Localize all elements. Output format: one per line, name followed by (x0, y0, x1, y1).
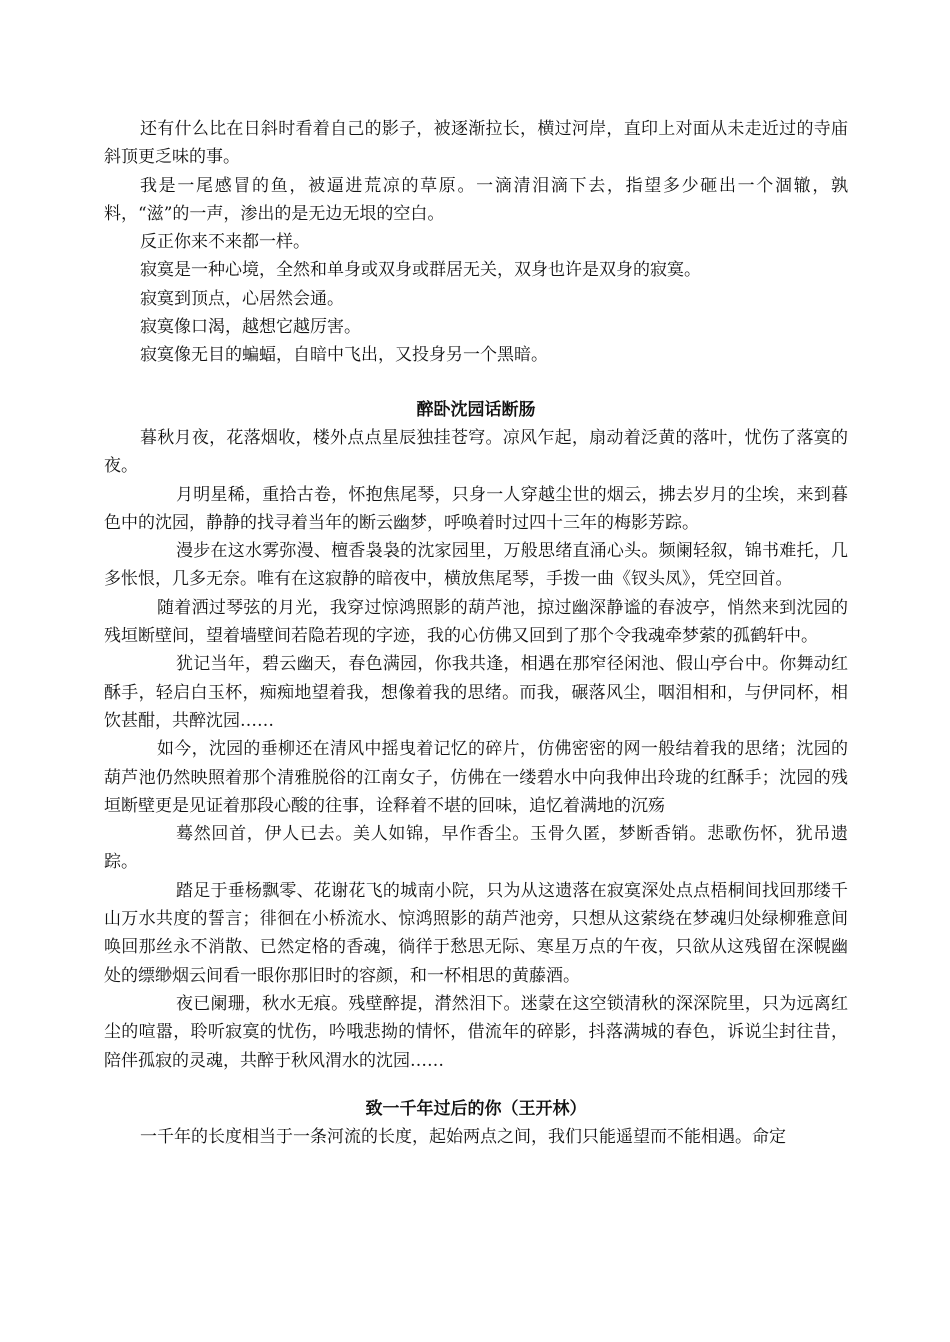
paragraph: 随着洒过琴弦的月光，我穿过惊鸿照影的葫芦池，掠过幽深静谧的春波亭，悄然来到沈园的残垣断壁间，望着墙壁间若隐若现的字迹，我的心仿佛又回到了那个令我魂牵梦萦的孤鹤轩中。 (104, 597, 848, 647)
paragraph: 反正你来不来都一样。 (140, 232, 310, 253)
section-title: 醉卧沈园话断肠 (416, 399, 536, 420)
paragraph: 如今，沈园的垂柳还在清风中摇曳着记忆的碎片，仿佛密密的网一般结着我的思绪；沈园的葫芦池仍然映照着那个清雅脱俗的江南女子，仿佛在一缕碧水中向我伸出玲珑的红酥手；沈园的残垣断壁更是见证着那段心酸的往事，诠释着不堪的回味，追忆着满地的沉殇 (104, 739, 848, 816)
paragraph: 我是一尾感冒的鱼，被逼进荒凉的草原。一滴清泪滴下去，指望多少砸出一个涸辙，孰料，“滋”的一声，渗出的是无边无垠的空白。 (104, 175, 848, 224)
paragraph: 寂寞像口渴，越想它越厉害。 (140, 317, 361, 338)
paragraph: 犹记当年，碧云幽天，春色满园，你我共逢，相遇在那窄径闲池、假山亭台中。你舞动红酥手，轻启白玉杯，痴痴地望着我，想像着我的思绪。而我，碾落风尘，咽泪相和，与伊同杯，相饮甚酣，共醉沈园…… (104, 654, 848, 731)
paragraph: 还有什么比在日斜时看着自己的影子，被逐渐拉长，横过河岸，直印上对面从未走近过的寺庙斜顶更乏味的事。 (104, 119, 848, 168)
paragraph: 漫步在这水雾弥漫、檀香袅袅的沈家园里，万般思绪直涌心头。频阑轻叙，锦书难托，几多怅恨，几多无奈。唯有在这寂静的暗夜中，横放焦尾琴，手拨一曲《钗头凤》，凭空回首。 (104, 541, 848, 590)
paragraph: 蓦然回首，伊人已去。美人如锦，早作香尘。玉骨久匿，梦断香销。悲歌伤怀，犹吊遗踪。 (104, 824, 848, 873)
paragraph: 一千年的长度相当于一条河流的长度，起始两点之间，我们只能遥望而不能相遇。命定 (140, 1127, 786, 1148)
paragraph: 月明星稀，重拾古卷，怀抱焦尾琴，只身一人穿越尘世的烟云，拂去岁月的尘埃，来到暮色中的沈园，静静的找寻着当年的断云幽梦，呼唤着时过四十三年的梅影芳踪。 (104, 484, 848, 533)
paragraph: 暮秋月夜，花落烟收，楼外点点星辰独挂苍穹。凉风乍起，扇动着泛黄的落叶，忧伤了落寞的夜。 (104, 427, 848, 477)
paragraph: 寂寞到顶点，心居然会通。 (140, 288, 344, 309)
document-page (104, 115, 848, 1151)
paragraph: 寂寞像无目的蝙蝠，自暗中飞出，又投身另一个黑暗。 (140, 345, 548, 366)
paragraph: 夜已阑珊，秋水无痕。残壁醉提，潸然泪下。迷蒙在这空锁清秋的深深院里，只为远离红尘的喧嚣，聆听寂寞的忧伤，吟哦悲拗的情怀，借流年的碎影，抖落满城的春色，诉说尘封往昔，陪伴孤寂的灵魂，共醉于秋风渭水的沈园…… (104, 993, 848, 1071)
paragraph: 寂寞是一种心境，全然和单身或双身或群居无关，双身也许是双身的寂寞。 (140, 260, 701, 281)
section-title: 致一千年过后的你（王开林） (365, 1098, 587, 1119)
paragraph: 踏足于垂杨飘零、花谢花飞的城南小院，只为从这遗落在寂寞深处点点梧桐间找回那缕千山万水共度的誓言；徘徊在小桥流水、惊鸿照影的葫芦池旁，只想从这萦绕在梦魂归处绿柳雅意间唤回那丝永不消散、已然定格的香魂，徜徉于愁思无际、寒星万点的午夜，只欲从这残留在深幌幽处的缥缈烟云间看一眼你那旧时的容颜，和一杯相思的黄藤酒。 (104, 880, 848, 986)
